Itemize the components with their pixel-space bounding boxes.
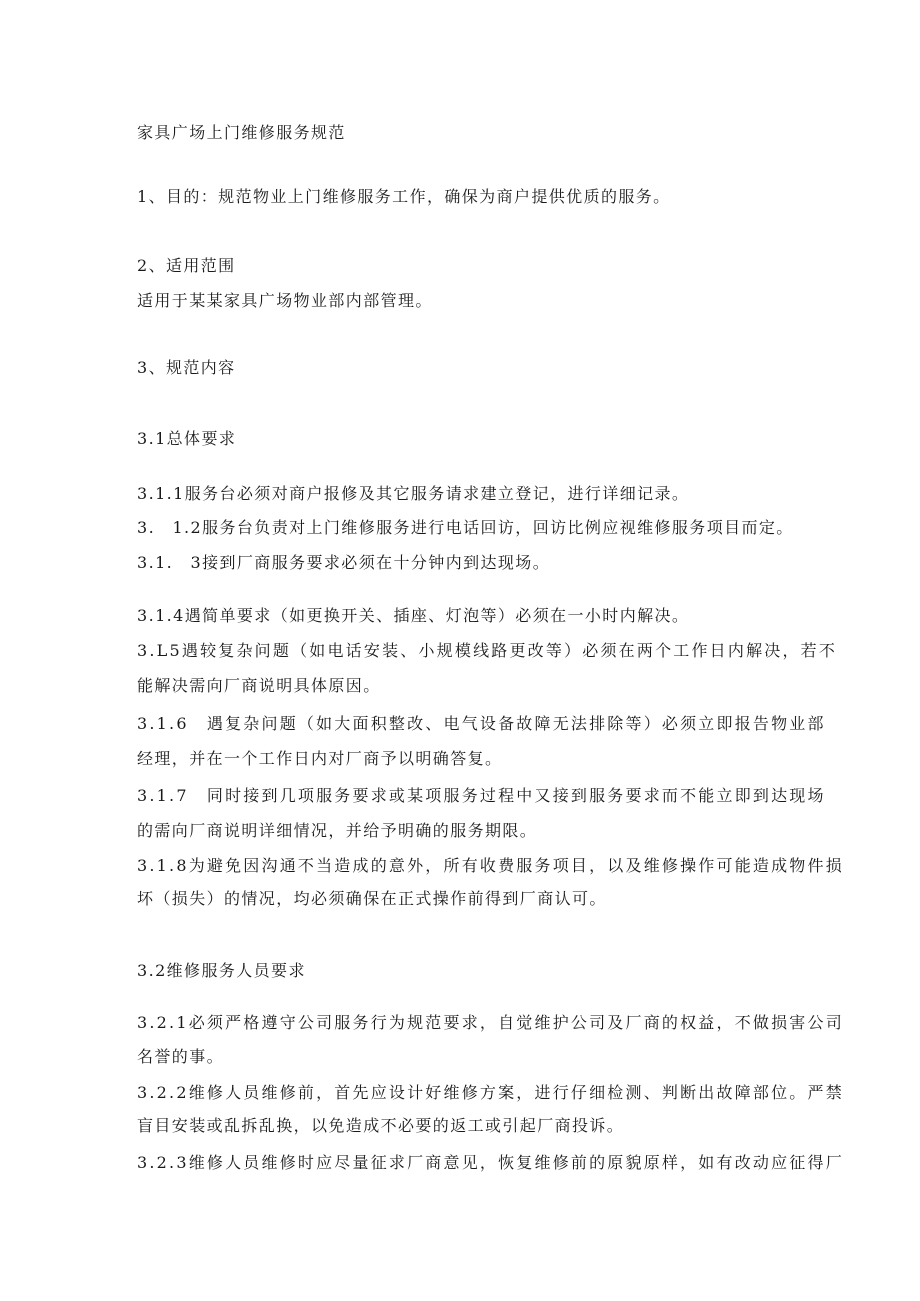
clause-3-1-5-line-1: 3.L5遇较复杂问题（如电话安装、小规模线路更改等）必须在两个工作日内解决，若不	[137, 641, 838, 660]
clause-3-2-2-line-2: 盲目安装或乱拆乱换，以免造成不必要的返工或引起厂商投诉。	[137, 1116, 625, 1135]
clause-3-1-1: 3.1.1服务台必须对商户报修及其它服务请求建立登记，进行详细记录。	[137, 484, 690, 503]
document-title: 家具广场上门维修服务规范	[137, 123, 346, 142]
clause-3-1-6-line-1: 3.1.6 遇复杂问题（如大面积整改、电气设备故障无法排除等）必须立即报告物业部	[137, 714, 826, 733]
section-3-1-heading: 3.1总体要求	[137, 429, 237, 448]
scope-heading: 2、适用范围	[137, 256, 236, 275]
clause-3-1-4: 3.1.4遇简单要求（如更换开关、插座、灯泡等）必须在一小时内解决。	[137, 606, 690, 625]
clause-3-1-7-line-1: 3.1.7 同时接到几项服务要求或某项服务过程中又接到服务要求而不能立即到达现场	[137, 786, 826, 805]
clause-3-1-6-line-2: 经理，并在一个工作日内对厂商予以明确答复。	[137, 749, 503, 768]
section-3-2-heading: 3.2维修服务人员要求	[137, 961, 306, 980]
scope-text: 适用于某某家具广场物业部内部管理。	[137, 291, 433, 310]
content-heading: 3、规范内容	[137, 358, 236, 377]
clause-3-1-7-line-2: 的需向厂商说明详细情况，并给予明确的服务期限。	[137, 821, 538, 840]
clause-3-2-2-line-1: 3.2.2维修人员维修前，首先应设计好维修方案，进行仔细检测、判断出故障部位。严禁	[137, 1083, 844, 1102]
clause-3-2-1-line-2: 名誉的事。	[137, 1047, 225, 1066]
clause-3-1-2: 3. 1.2服务台负责对上门维修服务进行电话回访，回访比例应视维修服务项目而定。	[137, 518, 794, 537]
clause-3-1-8-line-1: 3.1.8为避免因沟通不当造成的意外，所有收费服务项目，以及维修操作可能造成物件损	[137, 856, 844, 875]
clause-3-2-1-line-1: 3.2.1必须严格遵守公司服务行为规范要求，自觉维护公司及厂商的权益，不做损害公司	[137, 1013, 844, 1032]
clause-3-1-5-line-2: 能解决需向厂商说明具体原因。	[137, 676, 381, 695]
clause-3-1-3: 3.1. 3接到厂商服务要求必须在十分钟内到达现场。	[137, 553, 551, 572]
purpose-paragraph: 1、目的：规范物业上门维修服务工作，确保为商户提供优质的服务。	[137, 187, 671, 206]
clause-3-1-8-line-2: 坏（损失）的情况，均必须确保在正式操作前得到厂商认可。	[137, 889, 607, 908]
clause-3-2-3-line-1: 3.2.3维修人员维修时应尽量征求厂商意见，恢复维修前的原貌原样，如有改动应征得厂	[137, 1153, 844, 1172]
